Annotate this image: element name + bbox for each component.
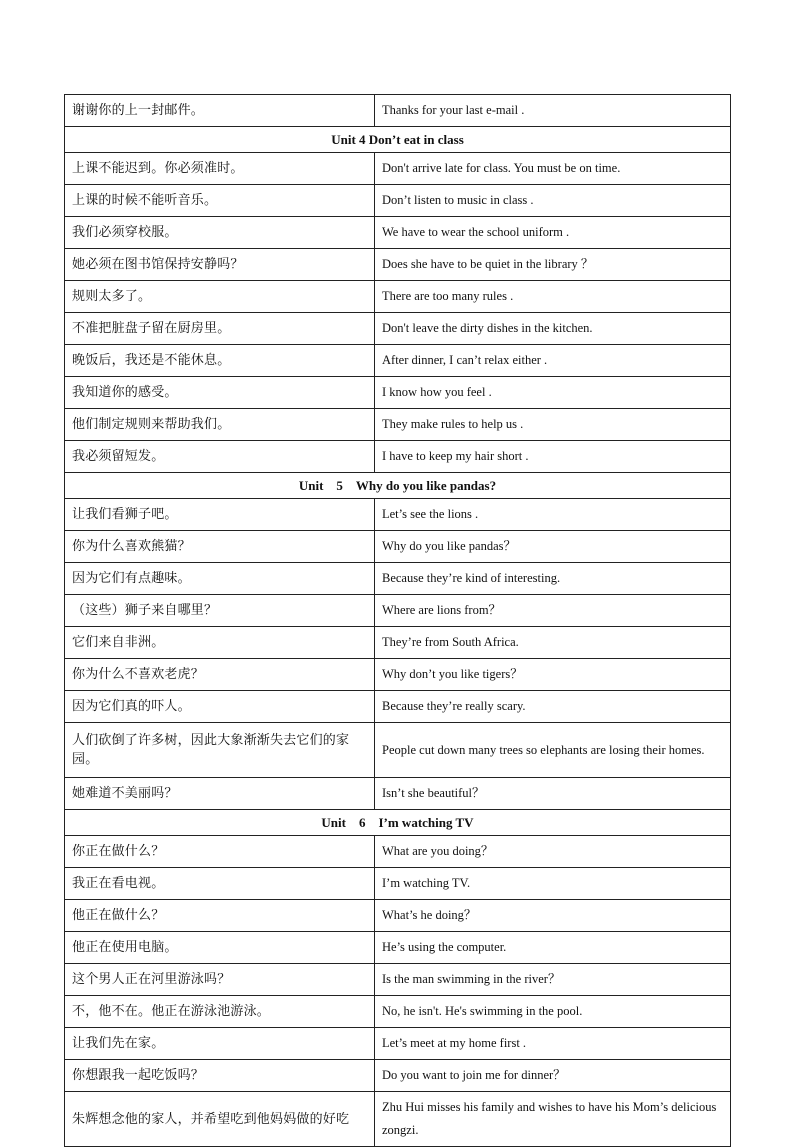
table-row [65,659,731,691]
chinese-sentence: 上课的时候不能听音乐。 [65,185,375,217]
english-sentence: Because they’re kind of interesting. [375,563,731,595]
table-row [65,499,731,531]
table-row [65,723,731,778]
table-row [65,281,731,313]
english-sentence: Don't leave the dirty dishes in the kitchen. [375,313,731,345]
english-sentence: What’s he doing？ [375,900,731,932]
table-row [65,249,731,281]
table-row [65,531,731,563]
english-sentence: They make rules to help us . [375,409,731,441]
unit-heading: Unit 6 I’m watching TV [65,810,731,836]
english-sentence: Let’s meet at my home first . [375,1028,731,1060]
english-sentence: Zhu Hui misses his family and wishes to have his Mom’s delicious zongzi. [375,1092,731,1147]
table-row [65,932,731,964]
chinese-sentence: 谢谢你的上一封邮件。 [65,95,375,127]
english-sentence: I have to keep my hair short . [375,441,731,473]
chinese-sentence: 它们来自非洲。 [65,627,375,659]
chinese-sentence: 上课不能迟到。你必须准时。 [65,153,375,185]
unit-heading-row [65,473,731,499]
english-sentence: I know how you feel . [375,377,731,409]
english-sentence: They’re from South Africa. [375,627,731,659]
chinese-sentence: 他正在做什么？ [65,900,375,932]
table-row [65,345,731,377]
table-row [65,1060,731,1092]
english-sentence: Why do you like pandas？ [375,531,731,563]
english-sentence: Why don’t you like tigers？ [375,659,731,691]
phrase-table-body [65,95,731,1147]
table-row [65,868,731,900]
english-sentence: Because they’re really scary. [375,691,731,723]
table-row [65,595,731,627]
english-sentence: No, he isn't. He's swimming in the pool. [375,996,731,1028]
table-row [65,153,731,185]
chinese-sentence: 因为它们真的吓人。 [65,691,375,723]
table-row [65,1028,731,1060]
unit-heading: Unit 5 Why do you like pandas? [65,473,731,499]
chinese-sentence: 让我们先在家。 [65,1028,375,1060]
chinese-sentence: 规则太多了。 [65,281,375,313]
chinese-sentence: 我们必须穿校服。 [65,217,375,249]
english-sentence: Don’t listen to music in class . [375,185,731,217]
phrase-table [64,94,731,1147]
table-row [65,409,731,441]
english-sentence: Thanks for your last e-mail . [375,95,731,127]
english-sentence: Let’s see the lions . [375,499,731,531]
english-sentence: Don't arrive late for class. You must be on time. [375,153,731,185]
chinese-sentence: 不准把脏盘子留在厨房里。 [65,313,375,345]
english-sentence: He’s using the computer. [375,932,731,964]
chinese-sentence: 她难道不美丽吗？ [65,778,375,810]
english-sentence: Where are lions from？ [375,595,731,627]
table-row [65,313,731,345]
table-row [65,778,731,810]
english-sentence: We have to wear the school uniform . [375,217,731,249]
english-sentence: I’m watching TV. [375,868,731,900]
table-row [65,996,731,1028]
chinese-sentence: 人们砍倒了许多树，因此大象渐渐失去它们的家园。 [65,723,375,778]
chinese-sentence: 你正在做什么？ [65,836,375,868]
table-row [65,441,731,473]
table-row [65,1092,731,1147]
chinese-sentence: 因为它们有点趣味。 [65,563,375,595]
english-sentence: Do you want to join me for dinner？ [375,1060,731,1092]
english-sentence: Is the man swimming in the river？ [375,964,731,996]
chinese-sentence: 朱辉想念他的家人，并希望吃到他妈妈做的好吃 [65,1092,375,1147]
table-row [65,900,731,932]
english-sentence: People cut down many trees so elephants are losing their homes. [375,723,731,778]
chinese-sentence: 你为什么不喜欢老虎？ [65,659,375,691]
chinese-sentence: 他们制定规则来帮助我们。 [65,409,375,441]
chinese-sentence: 不，他不在。他正在游泳池游泳。 [65,996,375,1028]
table-row [65,185,731,217]
chinese-sentence: 我知道你的感受。 [65,377,375,409]
table-row [65,691,731,723]
table-row [65,217,731,249]
chinese-sentence: 他正在使用电脑。 [65,932,375,964]
table-row [65,836,731,868]
chinese-sentence: 这个男人正在河里游泳吗？ [65,964,375,996]
table-row [65,964,731,996]
english-sentence: After dinner, I can’t relax either . [375,345,731,377]
chinese-sentence: 你为什么喜欢熊猫？ [65,531,375,563]
english-sentence: Does she have to be quiet in the library ？ [375,249,731,281]
chinese-sentence: 让我们看狮子吧。 [65,499,375,531]
chinese-sentence: 我必须留短发。 [65,441,375,473]
english-sentence: There are too many rules . [375,281,731,313]
english-sentence: What are you doing？ [375,836,731,868]
table-row [65,627,731,659]
english-sentence: Isn’t she beautiful？ [375,778,731,810]
unit-heading-row [65,127,731,153]
table-row [65,377,731,409]
table-row [65,563,731,595]
unit-heading: Unit 4 Don’t eat in class [65,127,731,153]
table-row [65,95,731,127]
chinese-sentence: 晚饭后，我还是不能休息。 [65,345,375,377]
chinese-sentence: 她必须在图书馆保持安静吗？ [65,249,375,281]
chinese-sentence: （这些）狮子来自哪里？ [65,595,375,627]
unit-heading-row [65,810,731,836]
chinese-sentence: 你想跟我一起吃饭吗？ [65,1060,375,1092]
chinese-sentence: 我正在看电视。 [65,868,375,900]
